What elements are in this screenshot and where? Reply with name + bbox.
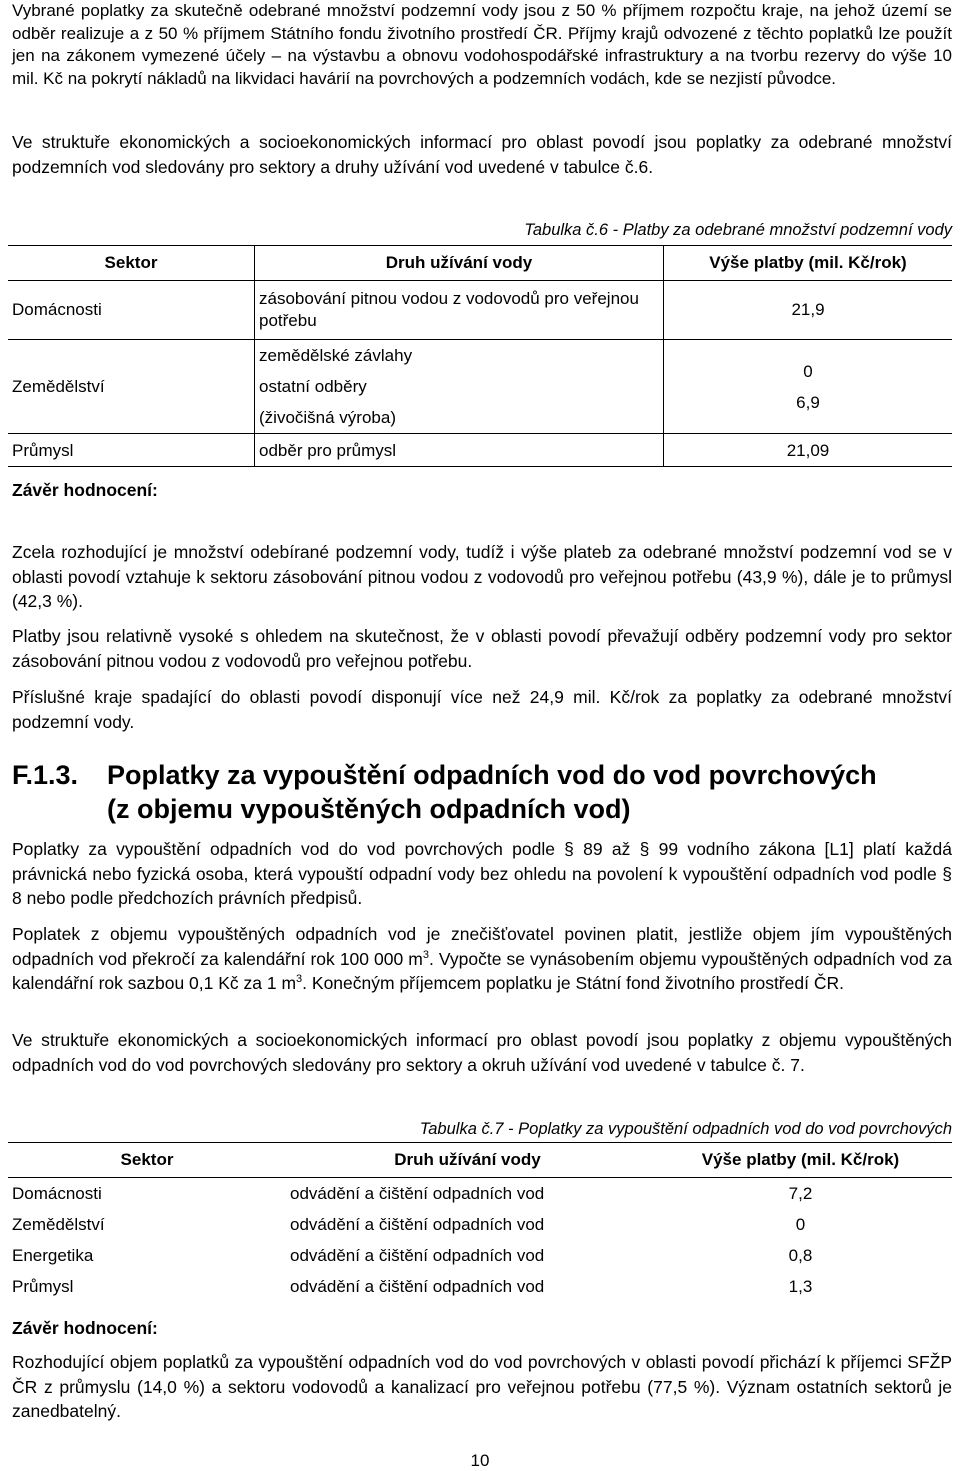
table-header-row bbox=[8, 246, 952, 281]
cell-payment-line: 6,9 bbox=[796, 392, 820, 412]
cell-use: zásobování pitnou vodou z vodovodů pro veřejnou potřebu bbox=[255, 281, 664, 340]
col-header-payment: Výše platby (mil. Kč/rok) bbox=[664, 246, 953, 281]
cell-use: odběr pro průmysl bbox=[255, 434, 664, 467]
intro-paragraph-2: Ve struktuře ekonomických a socioekonomických informací pro oblast povodí jsou poplatky za odebrané množství podzemních vod sledovány pro sektory a druhy užívání vod uvedené v tabulce č.6. bbox=[12, 132, 952, 177]
body2-paragraph-3: Ve struktuře ekonomických a socioekonomických informací pro oblast povodí jsou poplatky z objemu vypouštěných odpadních vod do vod povrchových sledovány pro sektory a okruh užívání vod uvedené v tabulce č. 7. bbox=[12, 1030, 952, 1075]
col-header-sector: Sektor bbox=[8, 246, 255, 281]
cell-sector: Energetika bbox=[12, 1245, 94, 1265]
table-row bbox=[8, 340, 952, 434]
body2-paragraph-2-text-b: . Vypočte se vynásobením objemu vypouštěných odpadních vod za kalendářní rok sazbou 0,1 Kč za 1 m bbox=[12, 948, 952, 993]
cell-sector: Zemědělství bbox=[8, 340, 255, 434]
table6 bbox=[8, 245, 952, 467]
cell-payment: 0,8 bbox=[788, 1245, 813, 1265]
table-header-row bbox=[8, 1143, 952, 1178]
table-row bbox=[8, 1240, 952, 1271]
cell-payment: 21,9 bbox=[664, 281, 953, 340]
superscript-3: 3 bbox=[296, 973, 303, 986]
cell-payment: 0 bbox=[795, 1214, 806, 1234]
conclusion2-paragraph-1: Rozhodující objem poplatků za vypouštění odpadních vod do vod povrchových v oblasti povodí přichází k příjemci SFŽP ČR z průmyslu (14,0 %) a sektoru vodovodů a kanalizací pro veřejnou potřebu (77,5 %). Význam ostatních sektorů je zanedbatelný. bbox=[12, 1352, 952, 1421]
section-title-line2: (z objemu vypouštěných odpadních vod) bbox=[107, 794, 631, 824]
cell-use: odvádění a čištění odpadních vod bbox=[290, 1214, 545, 1234]
conclusion2-heading: Závěr hodnocení: bbox=[12, 1318, 158, 1338]
cell-sector: Průmysl bbox=[12, 1276, 74, 1296]
conclusion1-heading: Závěr hodnocení: bbox=[12, 480, 158, 500]
cell-sector: Domácnosti bbox=[12, 1183, 102, 1203]
section-heading bbox=[12, 758, 952, 826]
cell-payment: 1,3 bbox=[788, 1276, 813, 1296]
cell-use: odvádění a čištění odpadních vod bbox=[290, 1276, 545, 1296]
col-header-use: Druh užívání vody bbox=[255, 246, 664, 281]
cell-payment bbox=[664, 340, 953, 434]
table-row bbox=[8, 1209, 952, 1240]
page-number: 10 bbox=[470, 1451, 490, 1470]
cell-sector: Domácnosti bbox=[8, 281, 255, 340]
cell-use-line: ostatní odběry bbox=[259, 377, 367, 396]
conclusion1-paragraph-2: Platby jsou relativně vysoké s ohledem na skutečnost, že v oblasti povodí převažují odběry podzemní vody pro sektor zásobování pitnou vodou z vodovodů pro veřejnou potřebu. bbox=[12, 626, 952, 671]
cell-use-line: zemědělské závlahy bbox=[259, 346, 413, 365]
table-row bbox=[8, 281, 952, 340]
col-header-use: Druh užívání vody bbox=[286, 1143, 649, 1178]
section-title-line1: Poplatky za vypouštění odpadních vod do vod povrchových bbox=[107, 760, 877, 790]
table7-caption: Tabulka č.7 - Poplatky za vypouštění odpadních vod do vod povrchových bbox=[419, 1120, 952, 1138]
conclusion1-paragraph-1: Zcela rozhodující je množství odebírané podzemní vody, tudíž i výše plateb za odebrané množství podzemní vod se v oblasti povodí vztahuje k sektoru zásobování pitnou vodou z vodovodů pro veřejnou potřebu (43,9 %), dále je to průmysl (42,3 %). bbox=[12, 542, 952, 611]
body2-paragraph-2 bbox=[12, 922, 952, 996]
cell-sector: Průmysl bbox=[8, 434, 255, 467]
cell-sector: Zemědělství bbox=[12, 1214, 105, 1234]
superscript-3: 3 bbox=[422, 948, 429, 961]
intro-paragraph-1: Vybrané poplatky za skutečně odebrané množství podzemní vody jsou z 50 % příjmem rozpočtu kraje, na jehož území se odběr realizuje a z 50 % příjmem Státního fondu životního prostředí ČR. Příjmy krajů odvozené z těchto poplatků lze použít jen na zákonem vymezené účely – na výstavbu a obnovu vodohospodářské infrastruktury a na tvorbu rezervy do výše 10 mil. Kč na pokrytí nákladů na likvidaci havárií na povrchových a podzemních vodách, kde se nezjistí původce. bbox=[12, 1, 952, 88]
col-header-sector: Sektor bbox=[8, 1143, 286, 1178]
cell-payment: 7,2 bbox=[788, 1183, 813, 1203]
cell-payment: 21,09 bbox=[786, 440, 830, 460]
cell-payment-line: 0 bbox=[803, 361, 813, 381]
cell-use: odvádění a čištění odpadních vod bbox=[290, 1183, 545, 1203]
table7 bbox=[8, 1142, 952, 1302]
conclusion1-paragraph-3: Příslušné kraje spadající do oblasti povodí disponují více než 24,9 mil. Kč/rok za poplatky za odebrané množství podzemní vody. bbox=[12, 687, 952, 732]
cell-use bbox=[255, 340, 664, 434]
section-number: F.1.3. bbox=[12, 760, 79, 790]
table-row bbox=[8, 1178, 952, 1210]
body2-paragraph-2-text-c: . Konečným příjemcem poplatku je Státní fond životního prostředí ČR. bbox=[302, 973, 844, 993]
table-row bbox=[8, 1271, 952, 1302]
table6-caption: Tabulka č.6 - Platby za odebrané množství podzemní vody bbox=[524, 221, 952, 239]
col-header-payment: Výše platby (mil. Kč/rok) bbox=[649, 1143, 952, 1178]
body2-paragraph-1: Poplatky za vypouštění odpadních vod do vod povrchových podle § 89 až § 99 vodního zákona [L1] platí každá právnická nebo fyzická osoba, která vypouští odpadní vody bez ohledu na povolení k vypouštění odpadních vod podle § 8 nebo podle předchozích právních předpisů. bbox=[12, 839, 952, 908]
cell-use-line: (živočišná výroba) bbox=[259, 408, 396, 427]
body2-paragraph-2-text-a: Poplatek z objemu vypouštěných odpadních vod je znečišťovatel povinen platit, jestliže objem jím vypouštěných odpadních vod překročí za kalendářní rok 100 000 m bbox=[12, 924, 952, 969]
cell-use: odvádění a čištění odpadních vod bbox=[290, 1245, 545, 1265]
table-row bbox=[8, 434, 952, 467]
